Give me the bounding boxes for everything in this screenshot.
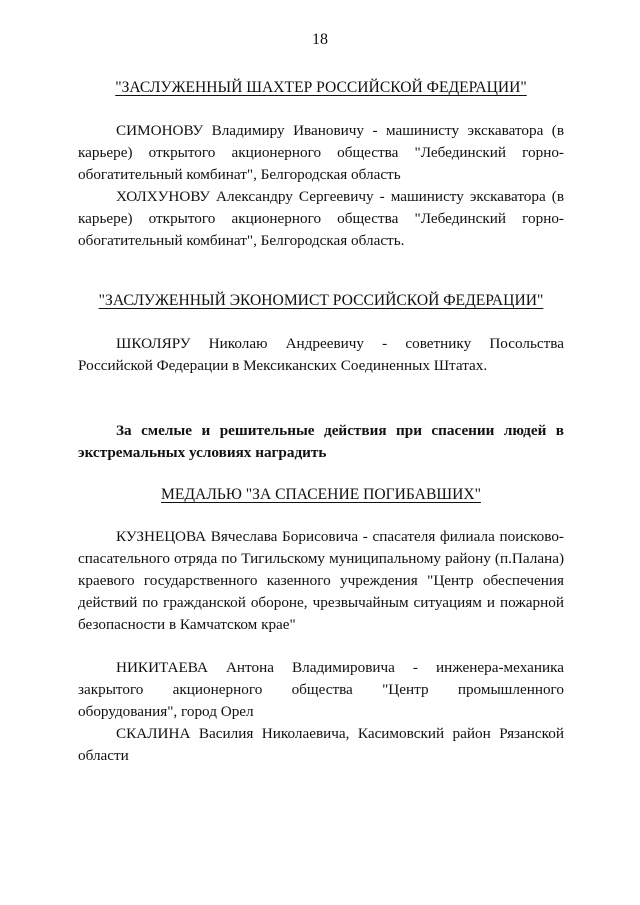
- section-heading-economist: "ЗАСЛУЖЕННЫЙ ЭКОНОМИСТ РОССИЙСКОЙ ФЕДЕРАЦИИ": [98, 292, 544, 309]
- award-entry-simonov: СИМОНОВУ Владимиру Ивановичу - машинисту экскаватора (в карьере) открытого акционерного общества "Лебединский горно-обогатительный комбинат", Белгородская область: [78, 122, 564, 183]
- award-entry-shkolyar: ШКОЛЯРУ Николаю Андреевичу - советнику Посольства Российской Федерации в Мексиканских Соединенных Штатах.: [78, 335, 564, 374]
- page-number: 18: [312, 31, 328, 48]
- award-entry-nikitaev: НИКИТАЕВА Антона Владимировича - инженера-механика закрытого акционерного общества "Центр промышленного оборудования", город Орел: [78, 659, 564, 720]
- award-entry-kholkhunov: ХОЛХУНОВУ Александру Сергеевичу - машинисту экскаватора (в карьере) открытого акционерного общества "Лебединский горно-обогатительный комбинат", Белгородская область.: [78, 188, 564, 249]
- section-heading-miner: "ЗАСЛУЖЕННЫЙ ШАХТЕР РОССИЙСКОЙ ФЕДЕРАЦИИ": [115, 79, 527, 96]
- award-intro: За смелые и решительные действия при спасении людей в экстремальных условиях наградить: [78, 422, 564, 461]
- medal-heading: МЕДАЛЬЮ "ЗА СПАСЕНИЕ ПОГИБАВШИХ": [161, 486, 481, 503]
- award-entry-skalin: СКАЛИНА Василия Николаевича, Касимовский район Рязанской области: [78, 725, 564, 764]
- award-entry-kuznetsov: КУЗНЕЦОВА Вячеслава Борисовича - спасателя филиала поисково-спасательного отряда по Тигильскому муниципальному району (п.Палана) краевого государственного казенного учреждения "Центр обеспечения действий по гражданской обороне, чрезвычайным ситуациям и пожарной безопасности в Камчатском крае": [78, 528, 564, 633]
